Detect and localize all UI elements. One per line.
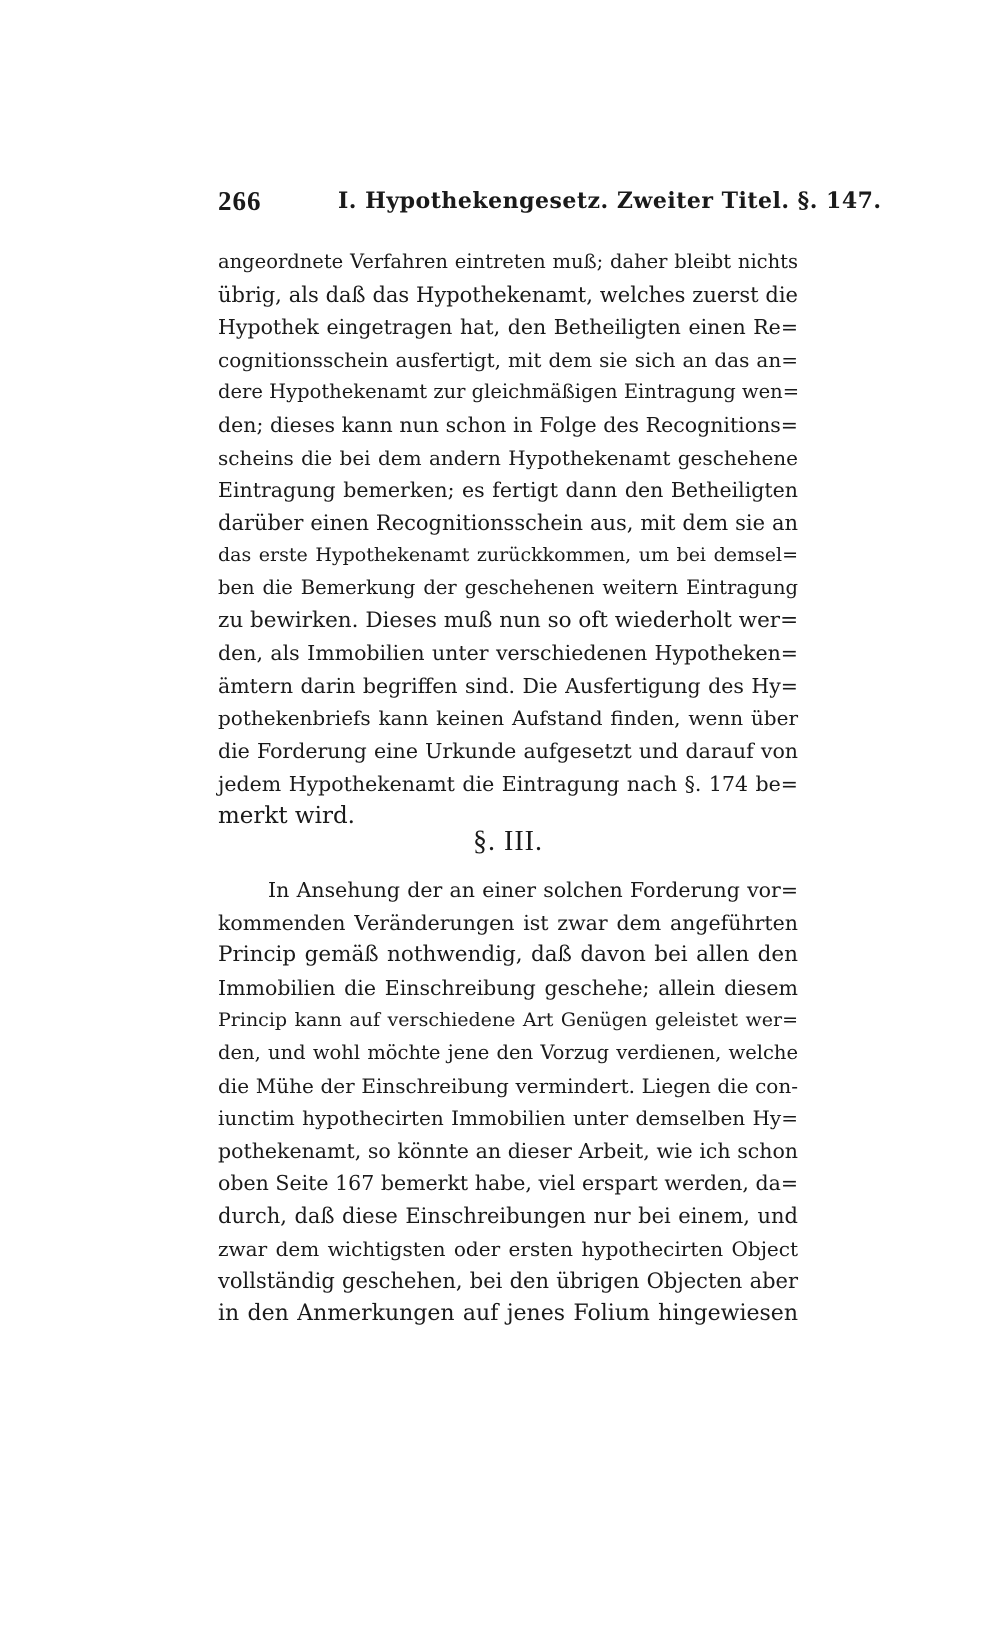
text-line: Princip kann auf verschiedene Art Genügen geleistet wer= xyxy=(218,1009,798,1032)
text-line: darüber einen Recognitionsschein aus, mit dem sie an xyxy=(218,510,798,535)
text-line: dere Hypothekenamt zur gleichmäßigen Eintragung wen= xyxy=(218,380,800,404)
text-line: oben Seite 167 bemerkt habe, viel erspart werden, da= xyxy=(218,1171,798,1196)
text-line: in den Anmerkungen auf jenes Folium hingewiesen xyxy=(218,1300,798,1326)
text-line: scheins die bei dem andern Hypothekenamt geschehene xyxy=(218,445,798,470)
running-head: I. Hypothekengesetz. Zweiter Titel. §. 147. xyxy=(338,188,882,214)
text-line: zwar dem wichtigsten oder ersten hypothecirten Object xyxy=(218,1236,798,1261)
text-line: vollständig geschehen, bei den übrigen Objecten aber xyxy=(218,1269,798,1294)
paragraph-2 xyxy=(218,874,798,1330)
text-line: den; dieses kann nun schon in Folge des Recognitions= xyxy=(218,412,798,437)
text-line: durch, daß diese Einschreibungen nur bei einem, und xyxy=(218,1203,798,1228)
text-line: übrig, als daß das Hypothekenamt, welches zuerst die xyxy=(218,282,798,307)
text-line: den, als Immobilien unter verschiedenen Hypotheken= xyxy=(218,641,798,666)
text-line: cognitionsschein ausfertigt, mit dem sie sich an das an= xyxy=(218,347,798,372)
text-line: Immobilien die Einschreibung geschehe; allein diesem xyxy=(218,975,798,1000)
text-line: pothekenbriefs kann keinen Aufstand finden, wenn über xyxy=(218,706,798,731)
text-line: iunctim hypothecirten Immobilien unter demselben Hy= xyxy=(218,1106,798,1131)
page-header xyxy=(218,186,882,226)
text-line: pothekenamt, so könnte an dieser Arbeit, wie ich schon xyxy=(218,1138,798,1163)
text-line: kommenden Veränderungen ist zwar dem angeführten xyxy=(218,910,798,935)
text-line: die Mühe der Einschreibung vermindert. Liegen die con- xyxy=(218,1073,798,1098)
text-line: In Ansehung der an einer solchen Forderung vor= xyxy=(268,878,798,902)
page-number: 266 xyxy=(218,186,262,216)
text-line: zu bewirken. Dieses muß nun so oft wiederholt wer= xyxy=(218,607,799,633)
text-line: merkt wird. xyxy=(218,803,355,830)
text-line: das erste Hypothekenamt zurückkommen, um bei demsel= xyxy=(218,544,798,567)
text-line: jedem Hypothekenamt die Eintragung nach §. 174 be= xyxy=(218,771,798,796)
text-line: Eintragung bemerken; es fertigt dann den Betheiligten xyxy=(218,478,798,503)
text-line: Princip gemäß nothwendig, daß davon bei allen den xyxy=(218,942,798,968)
text-line: ben die Bemerkung der geschehenen weitern Eintragung xyxy=(218,575,798,599)
section-heading: §. III. xyxy=(473,826,543,857)
text-line: Hypothek eingetragen hat, den Betheiligten einen Re= xyxy=(218,315,798,340)
text-line: ämtern darin begriffen sind. Die Ausfertigung des Hy= xyxy=(218,673,798,698)
paragraph-1 xyxy=(218,246,798,833)
text-line: angeordnete Verfahren eintreten muß; daher bleibt nichts xyxy=(218,250,798,273)
text-line: den, und wohl möchte jene den Vorzug verdienen, welche xyxy=(218,1040,798,1064)
text-line: die Forderung eine Urkunde aufgesetzt und darauf von xyxy=(218,738,798,763)
